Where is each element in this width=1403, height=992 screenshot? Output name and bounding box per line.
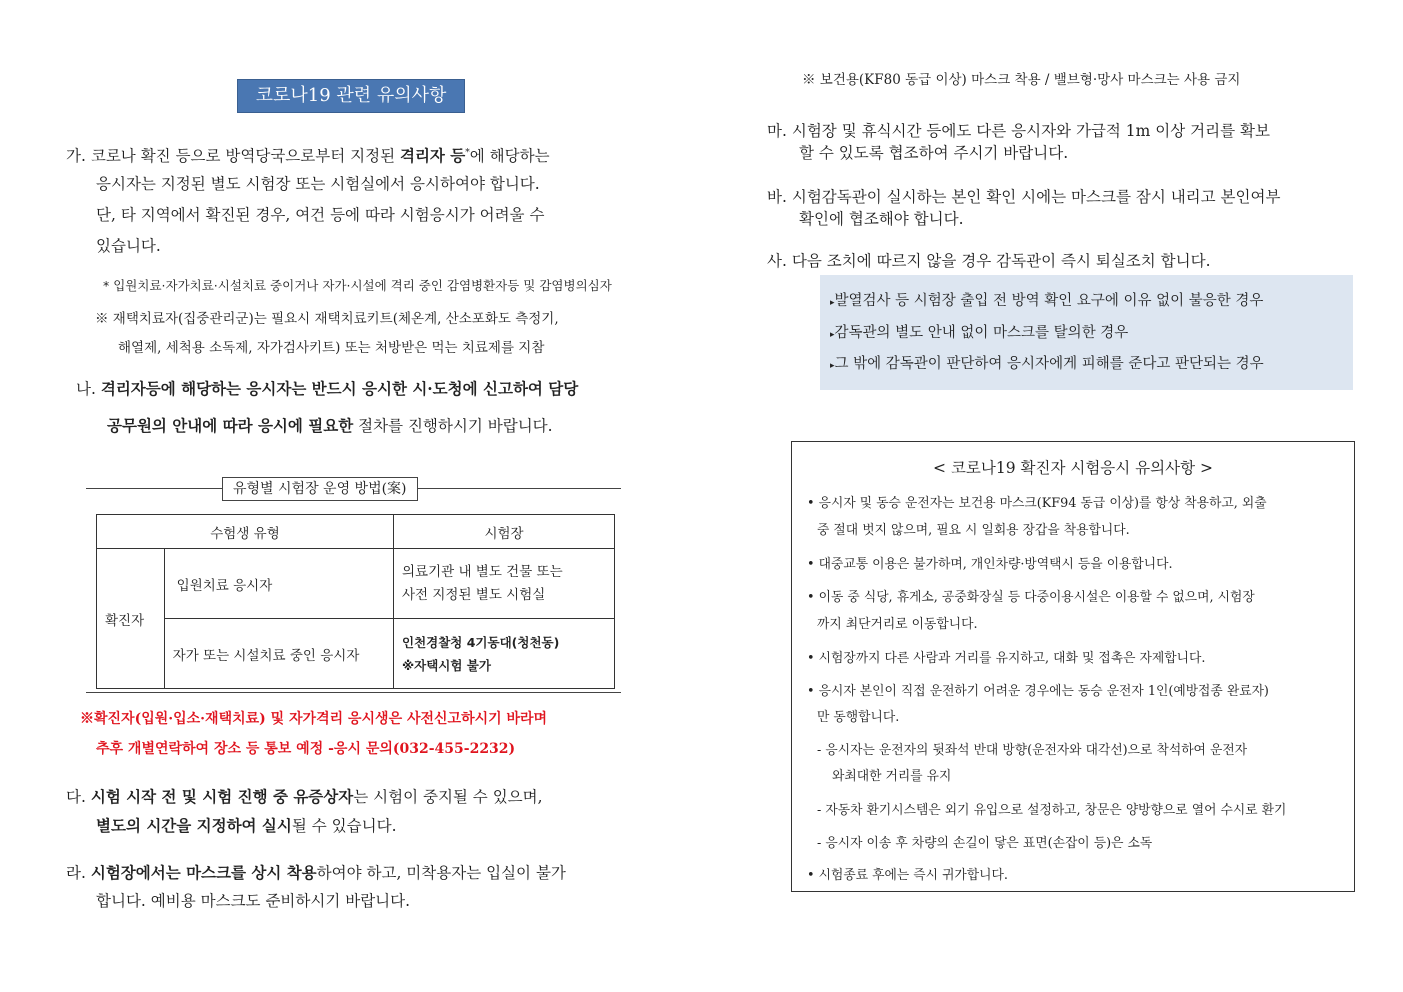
exam-site-table [96, 514, 615, 689]
mask-note: ※ 보건용(KF80 동급 이상) 마스크 착용 / 밸브형·망사 마스크는 사용 금지 [802, 72, 1241, 88]
item-ga-text-2: 에 해당하는 [469, 147, 550, 166]
item-ga [66, 138, 550, 172]
item-da-prefix: 다. [66, 788, 86, 806]
table-group-label: 확진자 [97, 549, 165, 689]
table-title: 유형별 시험장 운영 방법(案) [222, 477, 418, 501]
table-row2-site-line1: 인천경찰청 4기동대(청천동) [402, 634, 560, 650]
condition-text: 그 밖에 감독관이 판단하여 응시자에게 피해를 준다고 판단되는 경우 [834, 356, 1264, 372]
box-line: - 응시자 이송 후 차량의 손길이 닿은 표면(손잡이 등)은 소독 [817, 836, 1153, 851]
footnote-2-line1: ※ 재택치료자(집중관리군)는 필요시 재택치료키트(체온계, 산소포화도 측정기, [95, 311, 559, 327]
box-line: 중 절대 벗지 않으며, 필요 시 일회용 장갑을 착용합니다. [817, 523, 1130, 538]
box-line: 까지 최단거리로 이동합니다. [817, 617, 978, 632]
footnote-2-line2: 해열제, 세척용 소독제, 자가검사키트) 또는 처방받은 먹는 치료제를 지참 [118, 340, 545, 356]
item-da-bold: 시험 시작 전 및 시험 진행 중 유증상자 [90, 787, 354, 806]
item-ga-prefix: 가. [66, 147, 86, 166]
table-row2-type: 자가 또는 시설치료 중인 응시자 [164, 619, 393, 689]
footnote-1: * 입원치료·자가치료·시설치료 중이거나 자가·시설에 격리 중인 감염병환자등 및 감염병의심자 [103, 278, 612, 293]
item-ma-line2: 할 수 있도록 협조하여 주시기 바랍니다. [799, 144, 1069, 162]
table-header-type: 수험생 유형 [97, 515, 394, 549]
item-ma-prefix: 마. [767, 122, 787, 140]
box-line: • 응시자 본인이 직접 운전하기 어려운 경우에는 동승 운전자 1인(예방접종 완료자) [807, 684, 1269, 699]
box-line: • 시험종료 후에는 즉시 귀가합니다. [807, 868, 1008, 883]
item-ga-line2: 응시자는 지정된 별도 시험장 또는 시험실에서 응시하여야 합니다. [96, 175, 540, 193]
item-ba-prefix: 바. [767, 188, 787, 206]
item-ga-sup: * [465, 148, 470, 158]
table-header-site: 시험장 [394, 515, 615, 549]
item-na-text: 절차를 진행하시기 바랍니다. [353, 417, 553, 435]
table-row1-site-line1: 의료기관 내 별도 건물 또는 [402, 563, 563, 580]
item-da-line2 [96, 810, 397, 842]
item-ba-line2: 확인에 협조해야 합니다. [799, 210, 964, 228]
table-row1-site-line2: 사전 지정된 별도 시험실 [402, 586, 546, 603]
condition-text: 발열검사 등 시험장 출입 전 방역 확인 요구에 이유 없이 불응한 경우 [834, 293, 1264, 309]
condition-item [830, 318, 1128, 351]
item-ga-line3: 단, 타 지역에서 확진된 경우, 여건 등에 따라 시험응시가 어려울 수 [96, 206, 545, 224]
item-da-bold-2: 별도의 시간을 지정하여 실시 [96, 816, 292, 835]
item-ga-bold: 격리자 등 [399, 146, 466, 166]
condition-text: 감독관의 별도 안내 없이 마스크를 탈의한 경우 [834, 325, 1129, 341]
item-sa-line1: 다음 조치에 따르지 않을 경우 감독관이 즉시 퇴실조치 합니다. [791, 252, 1211, 270]
item-da-text: 는 시험이 중지될 수 있으며, [353, 788, 543, 806]
box-line: • 이동 중 식당, 휴게소, 공중화장실 등 다중이용시설은 이용할 수 없으며, 시험장 [807, 590, 1255, 605]
item-ra [66, 857, 566, 889]
box-line: 와최대한 거리를 유지 [832, 769, 952, 784]
item-ga-text-1: 코로나 확진 등으로 방역당국으로부터 지정된 [90, 147, 400, 166]
table-row1-site [394, 549, 615, 619]
notice-red-line2: 추후 개별연락하여 장소 등 통보 예정 -응시 문의(032-455-2232) [96, 741, 516, 757]
condition-item [830, 349, 1264, 382]
item-ra-prefix: 라. [66, 864, 86, 882]
item-ba-line1: 시험감독관이 실시하는 본인 확인 시에는 마스크를 잠시 내리고 본인여부 [791, 188, 1281, 206]
item-ra-text: 하여야 하고, 미착용자는 입실이 불가 [316, 864, 566, 882]
triangle-bullet-icon: ▸ [830, 361, 835, 371]
dismissal-conditions-box [820, 275, 1353, 390]
triangle-bullet-icon: ▸ [830, 298, 835, 308]
item-na-prefix: 나. [76, 380, 96, 398]
table-row1-type: 입원치료 응시자 [164, 549, 393, 619]
table-row2-site-line2: ※자택시험 불가 [402, 657, 491, 673]
box-line: • 응시자 및 동승 운전자는 보건용 마스크(KF94 동급 이상)를 항상 착용하고, 외출 [807, 496, 1267, 511]
item-sa [767, 246, 1211, 277]
item-ra-line2: 합니다. 예비용 마스크도 준비하시기 바랍니다. [96, 892, 411, 910]
table-bottom-rule [86, 692, 621, 693]
condition-item [830, 286, 1263, 319]
box-line: - 응시자는 운전자의 뒷좌석 반대 방향(운전자와 대각선)으로 착석하여 운전자 [817, 743, 1248, 758]
box-title: < 코로나19 확진자 시험응시 유의사항 > [933, 459, 1213, 477]
item-da [66, 781, 543, 813]
box-line: 만 동행합니다. [817, 710, 900, 725]
item-ra-bold: 시험장에서는 마스크를 상시 착용 [90, 863, 317, 882]
box-line: • 대중교통 이용은 불가하며, 개인차량·방역택시 등을 이용합니다. [807, 557, 1173, 572]
item-sa-prefix: 사. [767, 252, 787, 270]
triangle-bullet-icon: ▸ [830, 330, 835, 340]
section-title: 코로나19 관련 유의사항 [237, 79, 465, 113]
box-line: • 시험장까지 다른 사람과 거리를 유지하고, 대화 및 접촉은 자제합니다. [807, 651, 1206, 666]
item-na [76, 373, 578, 405]
item-na-line2 [107, 410, 553, 442]
table-row2-site [394, 619, 615, 689]
confirmed-case-guidelines-box [791, 441, 1355, 892]
item-na-bold: 공무원의 안내에 따라 응시에 필요한 [107, 416, 354, 435]
item-ga-line4: 있습니다. [96, 237, 161, 255]
item-ma-line1: 시험장 및 휴식시간 등에도 다른 응시자와 가급적 1m 이상 거리를 확보 [791, 122, 1270, 140]
notice-red-line1: ※확진자(입원·입소·재택치료) 및 자가격리 응시생은 사전신고하시기 바라며 [80, 711, 548, 727]
item-na-line1: 격리자등에 해당하는 응시자는 반드시 응시한 시·도청에 신고하여 담당 [100, 379, 579, 398]
box-line: - 자동차 환기시스템은 외기 유입으로 설정하고, 창문은 양방향으로 열어 수시로 환기 [817, 803, 1287, 818]
item-da-text-2: 될 수 있습니다. [291, 817, 397, 835]
